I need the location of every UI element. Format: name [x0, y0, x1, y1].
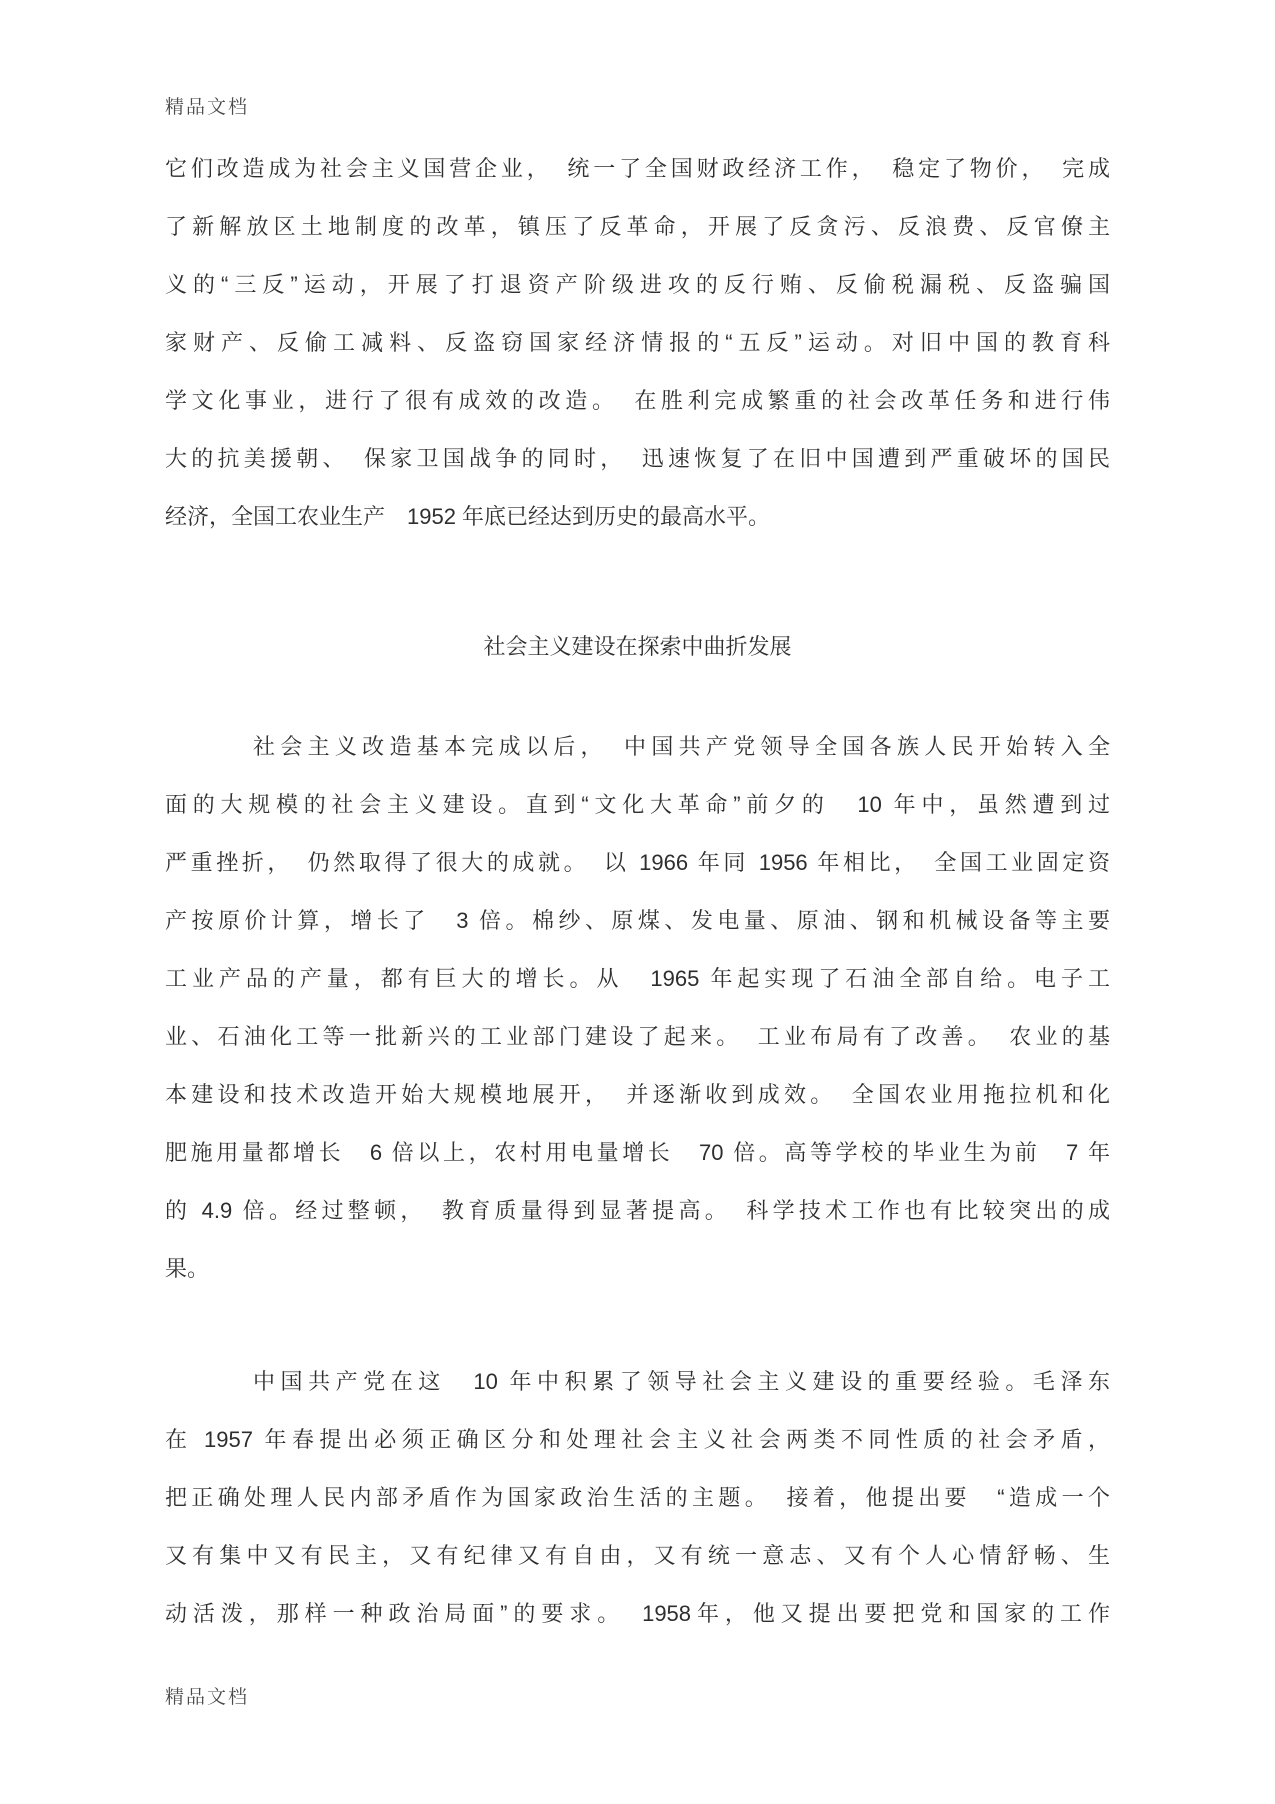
document-body: [165, 140, 1110, 1643]
footer-watermark: 精品文档: [165, 1687, 250, 1708]
text-line: 果。: [165, 1256, 210, 1281]
text-line: 经济，全国工农业生产 1952 年底已经达到历史的最高水平。: [165, 504, 771, 529]
text-line: 家财产、反偷工减料、反盗窃国家经济情报的“五反”运动。对旧中国的教育科: [165, 330, 1110, 355]
text-line: 动活泼，那样一种政治局面”的要求。 1958年，他又提出要把党和国家的工作: [165, 1601, 1110, 1626]
text-line: 把正确处理人民内部矛盾作为国家政治生活的主题。 接着，他提出要 “造成一个: [165, 1485, 1110, 1510]
text-line: 业、石油化工等一批新兴的工业部门建设了起来。 工业布局有了改善。 农业的基: [165, 1024, 1110, 1049]
text-line: 它们改造成为社会主义国营企业， 统一了全国财政经济工作， 稳定了物价， 完成: [165, 156, 1110, 181]
section-heading: 社会主义建设在探索中曲折发展: [483, 634, 792, 659]
text-line: 严重挫折， 仍然取得了很大的成就。 以 1966 年同 1956 年相比， 全国工业固定资: [165, 850, 1110, 875]
text-line: 又有集中又有民主，又有纪律又有自由，又有统一意志、又有个人心情舒畅、生: [165, 1543, 1110, 1568]
text-line: 在 1957 年春提出必须正确区分和处理社会主义社会两类不同性质的社会矛盾，: [165, 1427, 1110, 1452]
text-line: 产按原价计算，增长了 3 倍。棉纱、原煤、发电量、原油、钢和机械设备等主要: [165, 908, 1110, 933]
text-line: 学文化事业，进行了很有成效的改造。 在胜利完成繁重的社会改革任务和进行伟: [165, 388, 1110, 413]
text-line: 了新解放区土地制度的改革，镇压了反革命，开展了反贪污、反浪费、反官僚主: [165, 214, 1110, 239]
text-line: 肥施用量都增长 6 倍以上，农村用电量增长 70 倍。高等学校的毕业生为前 7 年: [165, 1140, 1110, 1165]
paragraph: [165, 718, 1110, 1298]
text-line: 面的大规模的社会主义建设。直到“文化大革命”前夕的 10 年中，虽然遭到过: [165, 792, 1110, 817]
text-line: 社会主义改造基本完成以后， 中国共产党领导全国各族人民开始转入全: [253, 734, 1110, 759]
text-line: 义的“三反”运动，开展了打退资产阶级进攻的反行贿、反偷税漏税、反盗骗国: [165, 272, 1110, 297]
text-line: 本建设和技术改造开始大规模地展开， 并逐渐收到成效。 全国农业用拖拉机和化: [165, 1082, 1110, 1107]
text-line: 工业产品的产量，都有巨大的增长。从 1965 年起实现了石油全部自给。电子工: [165, 966, 1110, 991]
header-watermark: 精品文档: [165, 97, 250, 118]
paragraph: [165, 140, 1110, 546]
paragraph: [165, 1353, 1110, 1643]
text-line: 中国共产党在这 10 年中积累了领导社会主义建设的重要经验。毛泽东: [253, 1369, 1110, 1394]
text-line: 大的抗美援朝、 保家卫国战争的同时， 迅速恢复了在旧中国遭到严重破坏的国民: [165, 446, 1110, 471]
text-line: 的 4.9 倍。经过整顿， 教育质量得到显著提高。 科学技术工作也有比较突出的成: [165, 1198, 1110, 1223]
